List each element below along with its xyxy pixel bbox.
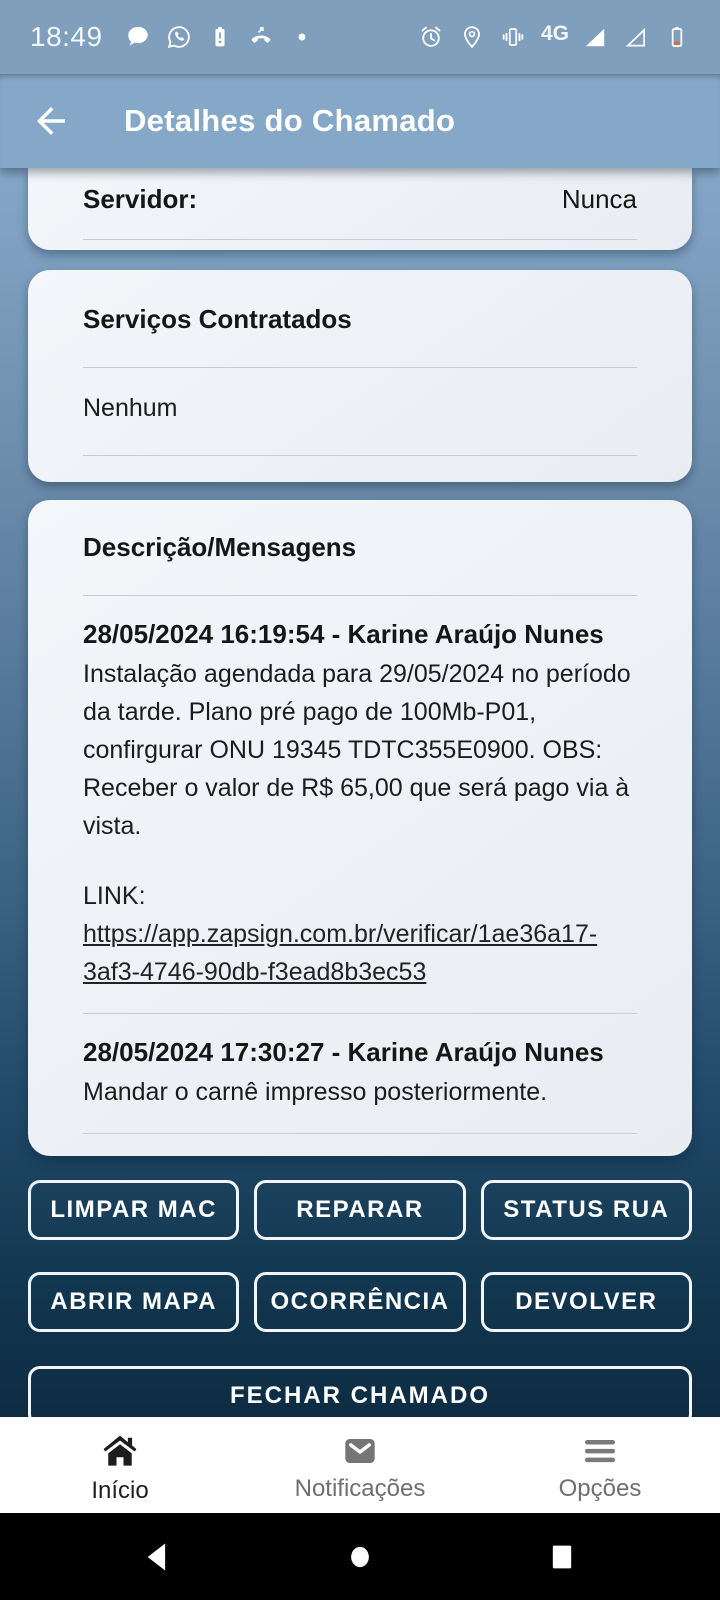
devolver-button[interactable]: DEVOLVER <box>481 1272 692 1332</box>
services-title: Serviços Contratados <box>83 304 352 334</box>
android-back-button[interactable] <box>138 1537 178 1577</box>
divider <box>83 367 637 368</box>
card-messages <box>28 500 692 1156</box>
home-circle-icon <box>341 1538 379 1576</box>
divider <box>83 455 637 456</box>
bottom-nav <box>0 1417 720 1513</box>
server-label: Servidor: <box>83 184 198 214</box>
signal-full-icon <box>582 24 608 50</box>
chat-bubble-icon <box>125 24 151 50</box>
nav-item-opcoes[interactable] <box>480 1417 720 1513</box>
status-rua-button[interactable]: STATUS RUA <box>481 1180 692 1240</box>
signal-empty-icon <box>623 24 649 50</box>
nav-label: Notificações <box>294 1475 426 1502</box>
status-left-icons <box>125 24 315 50</box>
network-type-label: 4G <box>540 22 569 45</box>
services-value: Nenhum <box>83 394 178 422</box>
message-header: 28/05/2024 17:30:27 - Karine Araújo Nunes <box>83 1037 604 1067</box>
android-nav-bar <box>0 1513 720 1600</box>
status-right-icons <box>418 22 690 52</box>
missed-call-icon <box>248 24 274 50</box>
abrir-mapa-button[interactable]: ABRIR MAPA <box>28 1272 239 1332</box>
nav-item-inicio[interactable] <box>0 1417 240 1513</box>
battery-low-icon <box>664 24 690 50</box>
vibrate-icon <box>500 24 526 50</box>
card-server <box>28 168 692 250</box>
message-body: Instalação agendada para 29/05/2024 no período da tarde. Plano pré pago de 100Mb-P01, confirgurar ONU 19345 TDTC355E0900. OBS: Receber o valor de R$ 65,00 que será pago via à vista. <box>83 660 631 840</box>
card-services <box>28 270 692 482</box>
recents-square-icon <box>543 1538 581 1576</box>
clock: 18:49 <box>30 21 103 52</box>
scroll-content[interactable] <box>0 168 720 1417</box>
reparar-button[interactable]: REPARAR <box>254 1180 465 1240</box>
fechar-chamado-button[interactable]: FECHAR CHAMADO <box>28 1366 692 1417</box>
status-bar <box>0 0 720 74</box>
android-home-button[interactable] <box>340 1537 380 1577</box>
battery-alert-icon <box>207 24 233 50</box>
header <box>0 0 720 168</box>
android-recents-button[interactable] <box>542 1537 582 1577</box>
location-icon <box>459 24 485 50</box>
button-row-2 <box>28 1272 692 1332</box>
messages-title: Descrição/Mensagens <box>83 532 357 562</box>
mail-icon <box>340 1431 380 1471</box>
message-header: 28/05/2024 16:19:54 - Karine Araújo Nunes <box>83 619 604 649</box>
message-item <box>28 1036 692 1134</box>
back-button[interactable] <box>28 98 74 144</box>
whatsapp-icon <box>166 24 192 50</box>
alarm-icon <box>418 24 444 50</box>
nav-label: Opções <box>558 1475 642 1502</box>
server-value: Nunca <box>561 184 637 214</box>
message-item <box>28 618 692 1014</box>
zapsign-link[interactable]: https://app.zapsign.com.br/verificar/1ae36a17-3af3-4746-90db-f3ead8b3ec53 <box>83 920 598 986</box>
action-buttons <box>28 1180 692 1417</box>
page-title: Detalhes do Chamado <box>124 103 456 138</box>
message-link-label: LINK: <box>83 882 146 910</box>
menu-icon <box>580 1431 620 1471</box>
divider <box>83 595 637 596</box>
divider <box>83 1013 637 1014</box>
back-triangle-icon <box>139 1538 177 1576</box>
home-icon <box>98 1429 142 1473</box>
app-bar <box>0 74 720 168</box>
notification-dot-icon <box>289 24 315 50</box>
nav-item-notificacoes[interactable] <box>240 1417 480 1513</box>
ocorrencia-button[interactable]: OCORRÊNCIA <box>254 1272 465 1332</box>
server-row <box>28 184 692 215</box>
message-body: Mandar o carnê impresso posteriormente. <box>83 1078 548 1106</box>
back-arrow-icon <box>30 100 72 142</box>
nav-label: Início <box>91 1477 149 1504</box>
limpar-mac-button[interactable]: LIMPAR MAC <box>28 1180 239 1240</box>
divider <box>83 239 637 240</box>
divider <box>83 1133 637 1134</box>
button-row-1 <box>28 1180 692 1240</box>
